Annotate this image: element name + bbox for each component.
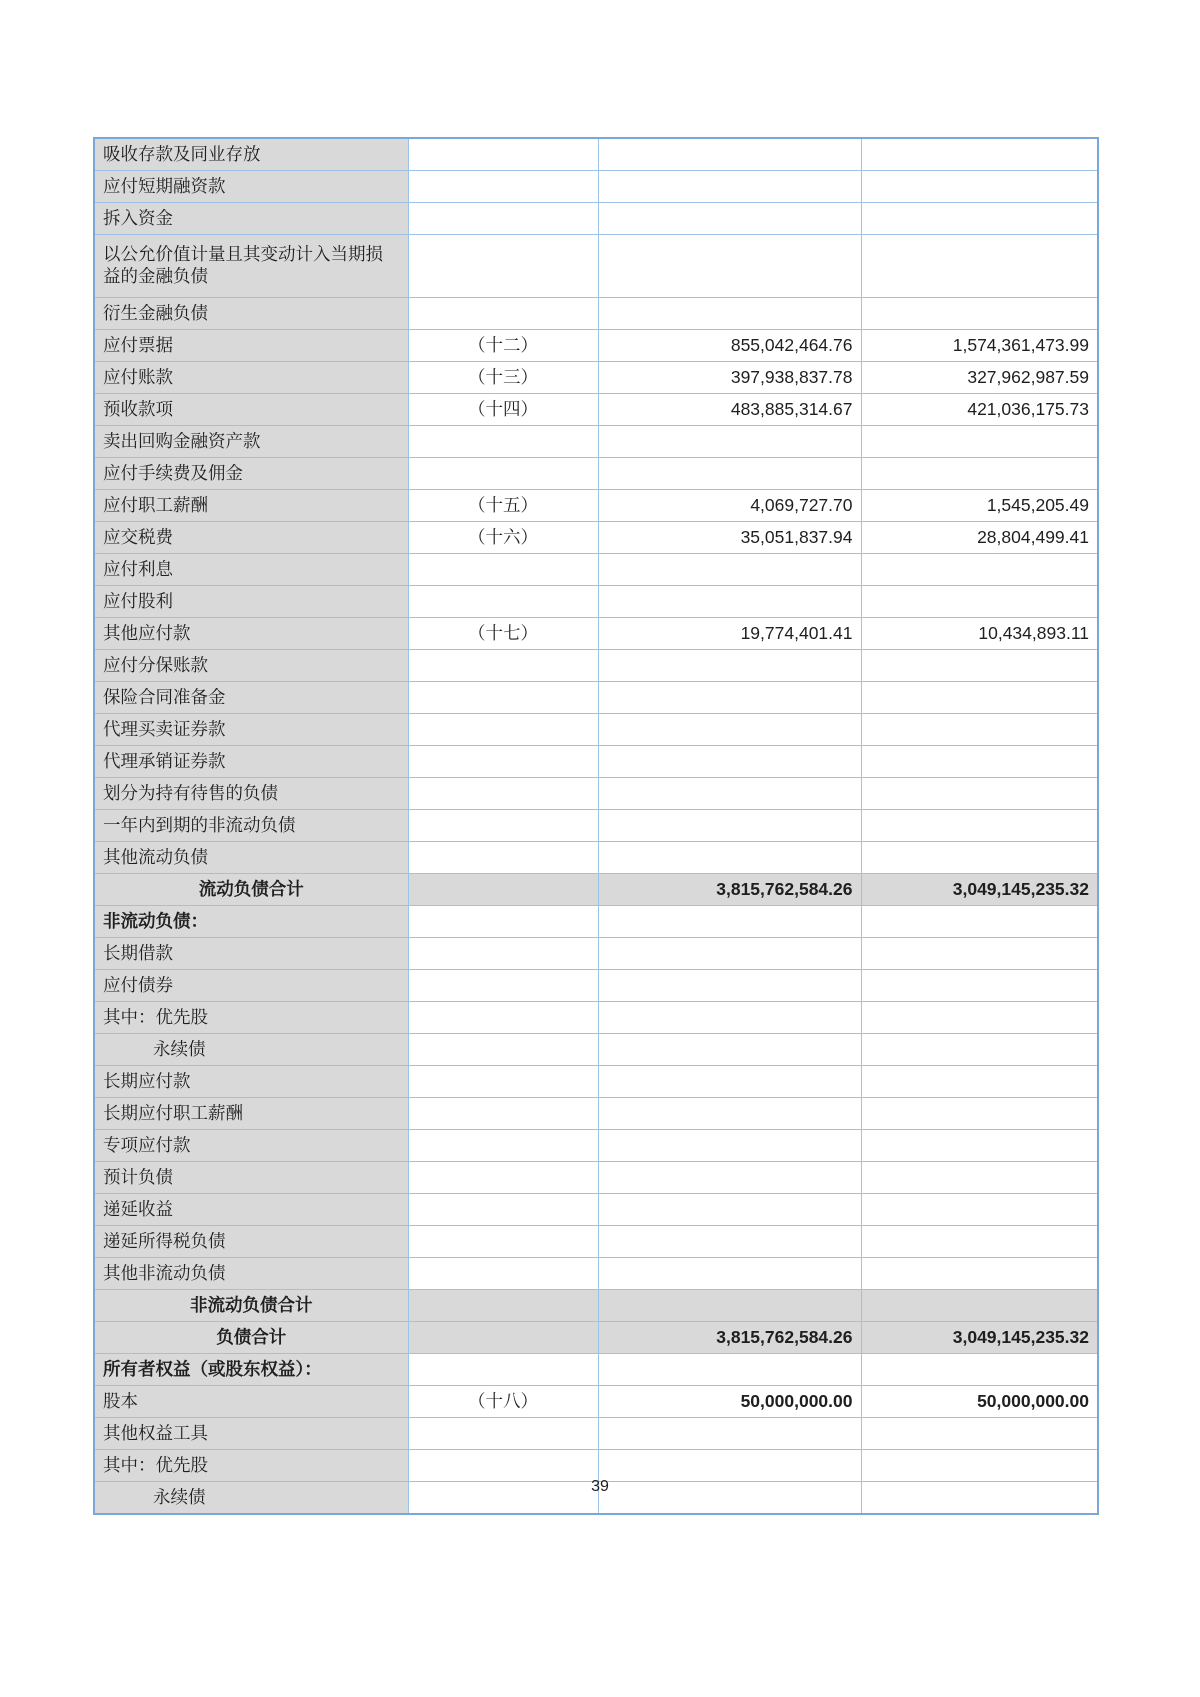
table-row — [94, 1322, 1098, 1354]
note-reference-cell — [408, 906, 598, 938]
table-row — [94, 362, 1098, 394]
table-row — [94, 171, 1098, 203]
item-label-cell: 拆入资金 — [94, 203, 408, 235]
table-row — [94, 842, 1098, 874]
item-label-cell: 长期应付职工薪酬 — [94, 1098, 408, 1130]
page-number: 39 — [591, 1478, 609, 1495]
prior-period-amount-cell — [861, 171, 1098, 203]
prior-period-amount-cell: 1,574,361,473.99 — [861, 330, 1098, 362]
note-reference-cell: （十五） — [408, 490, 598, 522]
item-label-cell: 长期借款 — [94, 938, 408, 970]
item-label-cell: 其他权益工具 — [94, 1418, 408, 1450]
table-row — [94, 1034, 1098, 1066]
prior-period-amount-cell — [861, 235, 1098, 298]
note-reference-cell — [408, 746, 598, 778]
current-period-amount-cell: 35,051,837.94 — [598, 522, 861, 554]
item-label-cell: 应付短期融资款 — [94, 171, 408, 203]
note-reference-cell — [408, 1290, 598, 1322]
item-label-cell: 吸收存款及同业存放 — [94, 138, 408, 171]
current-period-amount-cell — [598, 203, 861, 235]
prior-period-amount-cell: 10,434,893.11 — [861, 618, 1098, 650]
current-period-amount-cell — [598, 1258, 861, 1290]
note-reference-cell — [408, 426, 598, 458]
note-reference-cell — [408, 1418, 598, 1450]
item-label-cell: 应交税费 — [94, 522, 408, 554]
prior-period-amount-cell — [861, 1066, 1098, 1098]
prior-period-amount-cell: 421,036,175.73 — [861, 394, 1098, 426]
prior-period-amount-cell — [861, 970, 1098, 1002]
table-row — [94, 714, 1098, 746]
current-period-amount-cell — [598, 426, 861, 458]
item-label-cell: 应付利息 — [94, 554, 408, 586]
item-label-cell: 专项应付款 — [94, 1130, 408, 1162]
item-label-cell: 其他应付款 — [94, 618, 408, 650]
note-reference-cell: （十六） — [408, 522, 598, 554]
balance-sheet-table-body — [94, 138, 1098, 1514]
prior-period-amount-cell — [861, 1226, 1098, 1258]
note-reference-cell — [408, 1162, 598, 1194]
prior-period-amount-cell — [861, 138, 1098, 171]
prior-period-amount-cell — [861, 1034, 1098, 1066]
prior-period-amount-cell — [861, 842, 1098, 874]
item-label-cell: 其他流动负债 — [94, 842, 408, 874]
table-row — [94, 1226, 1098, 1258]
note-reference-cell — [408, 938, 598, 970]
item-label-cell: 以公允价值计量且其变动计入当期损益的金融负债 — [94, 235, 408, 298]
current-period-amount-cell: 855,042,464.76 — [598, 330, 861, 362]
item-label-cell: 永续债 — [94, 1482, 408, 1515]
item-label-cell: 应付债券 — [94, 970, 408, 1002]
table-row — [94, 203, 1098, 235]
note-reference-cell — [408, 714, 598, 746]
prior-period-amount-cell — [861, 1130, 1098, 1162]
item-label-cell: 负债合计 — [94, 1322, 408, 1354]
table-row — [94, 938, 1098, 970]
table-row — [94, 1002, 1098, 1034]
note-reference-cell — [408, 554, 598, 586]
prior-period-amount-cell — [861, 203, 1098, 235]
item-label-cell: 所有者权益（或股东权益）： — [94, 1354, 408, 1386]
prior-period-amount-cell: 50,000,000.00 — [861, 1386, 1098, 1418]
table-row — [94, 1098, 1098, 1130]
prior-period-amount-cell — [861, 650, 1098, 682]
prior-period-amount-cell — [861, 458, 1098, 490]
note-reference-cell — [408, 1258, 598, 1290]
item-label-cell: 应付手续费及佣金 — [94, 458, 408, 490]
table-row — [94, 1066, 1098, 1098]
current-period-amount-cell — [598, 778, 861, 810]
note-reference-cell — [408, 1130, 598, 1162]
current-period-amount-cell — [598, 970, 861, 1002]
table-row — [94, 298, 1098, 330]
item-label-cell: 代理买卖证券款 — [94, 714, 408, 746]
table-row — [94, 554, 1098, 586]
note-reference-cell — [408, 1354, 598, 1386]
prior-period-amount-cell: 3,049,145,235.32 — [861, 874, 1098, 906]
current-period-amount-cell — [598, 586, 861, 618]
table-row — [94, 874, 1098, 906]
current-period-amount-cell — [598, 554, 861, 586]
item-label-cell: 应付股利 — [94, 586, 408, 618]
item-label-cell: 一年内到期的非流动负债 — [94, 810, 408, 842]
item-label-cell: 保险合同准备金 — [94, 682, 408, 714]
prior-period-amount-cell — [861, 682, 1098, 714]
table-row — [94, 618, 1098, 650]
prior-period-amount-cell: 327,962,987.59 — [861, 362, 1098, 394]
current-period-amount-cell: 19,774,401.41 — [598, 618, 861, 650]
table-row — [94, 810, 1098, 842]
prior-period-amount-cell: 3,049,145,235.32 — [861, 1322, 1098, 1354]
table-row — [94, 394, 1098, 426]
table-row — [94, 906, 1098, 938]
item-label-cell: 永续债 — [94, 1034, 408, 1066]
table-row — [94, 1418, 1098, 1450]
table-row — [94, 458, 1098, 490]
item-label-cell: 长期应付款 — [94, 1066, 408, 1098]
note-reference-cell — [408, 1450, 598, 1482]
table-row — [94, 1258, 1098, 1290]
item-label-cell: 预计负债 — [94, 1162, 408, 1194]
table-row — [94, 490, 1098, 522]
table-row — [94, 650, 1098, 682]
current-period-amount-cell: 483,885,314.67 — [598, 394, 861, 426]
item-label-cell: 其中：优先股 — [94, 1002, 408, 1034]
prior-period-amount-cell — [861, 906, 1098, 938]
note-reference-cell — [408, 138, 598, 171]
current-period-amount-cell — [598, 714, 861, 746]
item-label-cell: 递延所得税负债 — [94, 1226, 408, 1258]
current-period-amount-cell — [598, 1002, 861, 1034]
item-label-cell: 预收款项 — [94, 394, 408, 426]
table-row — [94, 682, 1098, 714]
table-row — [94, 522, 1098, 554]
note-reference-cell — [408, 682, 598, 714]
current-period-amount-cell — [598, 1162, 861, 1194]
note-reference-cell — [408, 1034, 598, 1066]
note-reference-cell — [408, 458, 598, 490]
current-period-amount-cell — [598, 1418, 861, 1450]
note-reference-cell — [408, 778, 598, 810]
prior-period-amount-cell — [861, 554, 1098, 586]
table-row — [94, 1354, 1098, 1386]
item-label-cell: 衍生金融负债 — [94, 298, 408, 330]
note-reference-cell — [408, 810, 598, 842]
note-reference-cell — [408, 1002, 598, 1034]
current-period-amount-cell — [598, 235, 861, 298]
prior-period-amount-cell — [861, 778, 1098, 810]
prior-period-amount-cell — [861, 714, 1098, 746]
note-reference-cell — [408, 203, 598, 235]
item-label-cell: 股本 — [94, 1386, 408, 1418]
prior-period-amount-cell — [861, 1162, 1098, 1194]
item-label-cell: 应付分保账款 — [94, 650, 408, 682]
table-row — [94, 1162, 1098, 1194]
item-label-cell: 卖出回购金融资产款 — [94, 426, 408, 458]
current-period-amount-cell — [598, 1130, 861, 1162]
table-row — [94, 138, 1098, 171]
current-period-amount-cell — [598, 842, 861, 874]
note-reference-cell — [408, 298, 598, 330]
current-period-amount-cell: 397,938,837.78 — [598, 362, 861, 394]
note-reference-cell: （十四） — [408, 394, 598, 426]
table-row — [94, 586, 1098, 618]
note-reference-cell — [408, 1066, 598, 1098]
table-row — [94, 1194, 1098, 1226]
prior-period-amount-cell — [861, 1354, 1098, 1386]
table-row — [94, 330, 1098, 362]
prior-period-amount-cell — [861, 1450, 1098, 1482]
note-reference-cell — [408, 1322, 598, 1354]
current-period-amount-cell: 3,815,762,584.26 — [598, 1322, 861, 1354]
current-period-amount-cell — [598, 1194, 861, 1226]
prior-period-amount-cell — [861, 1290, 1098, 1322]
current-period-amount-cell — [598, 746, 861, 778]
item-label-cell: 非流动负债： — [94, 906, 408, 938]
item-label-cell: 应付账款 — [94, 362, 408, 394]
note-reference-cell — [408, 1226, 598, 1258]
item-label-cell: 代理承销证券款 — [94, 746, 408, 778]
prior-period-amount-cell: 28,804,499.41 — [861, 522, 1098, 554]
prior-period-amount-cell: 1,545,205.49 — [861, 490, 1098, 522]
note-reference-cell — [408, 842, 598, 874]
table-row — [94, 1290, 1098, 1322]
table-row — [94, 1130, 1098, 1162]
current-period-amount-cell — [598, 1034, 861, 1066]
note-reference-cell: （十二） — [408, 330, 598, 362]
note-reference-cell — [408, 970, 598, 1002]
table-row — [94, 970, 1098, 1002]
current-period-amount-cell: 50,000,000.00 — [598, 1386, 861, 1418]
table-row — [94, 426, 1098, 458]
current-period-amount-cell — [598, 1354, 861, 1386]
prior-period-amount-cell — [861, 1098, 1098, 1130]
balance-sheet-table — [93, 137, 1099, 1515]
table-row — [94, 1450, 1098, 1482]
note-reference-cell — [408, 171, 598, 203]
note-reference-cell: （十七） — [408, 618, 598, 650]
current-period-amount-cell — [598, 171, 861, 203]
item-label-cell: 应付职工薪酬 — [94, 490, 408, 522]
current-period-amount-cell — [598, 810, 861, 842]
table-row — [94, 235, 1098, 298]
prior-period-amount-cell — [861, 938, 1098, 970]
item-label-cell: 其他非流动负债 — [94, 1258, 408, 1290]
item-label-cell: 递延收益 — [94, 1194, 408, 1226]
item-label-cell: 流动负债合计 — [94, 874, 408, 906]
note-reference-cell: （十八） — [408, 1386, 598, 1418]
note-reference-cell — [408, 874, 598, 906]
current-period-amount-cell — [598, 298, 861, 330]
note-reference-cell — [408, 1098, 598, 1130]
prior-period-amount-cell — [861, 746, 1098, 778]
table-row — [94, 1386, 1098, 1418]
note-reference-cell — [408, 1194, 598, 1226]
prior-period-amount-cell — [861, 298, 1098, 330]
current-period-amount-cell — [598, 1450, 861, 1482]
table-row — [94, 778, 1098, 810]
note-reference-cell — [408, 650, 598, 682]
current-period-amount-cell: 4,069,727.70 — [598, 490, 861, 522]
prior-period-amount-cell — [861, 1002, 1098, 1034]
note-reference-cell — [408, 235, 598, 298]
prior-period-amount-cell — [861, 1258, 1098, 1290]
item-label-cell: 应付票据 — [94, 330, 408, 362]
item-label-cell: 其中：优先股 — [94, 1450, 408, 1482]
current-period-amount-cell — [598, 1226, 861, 1258]
current-period-amount-cell — [598, 138, 861, 171]
prior-period-amount-cell — [861, 1418, 1098, 1450]
current-period-amount-cell — [598, 906, 861, 938]
note-reference-cell — [408, 586, 598, 618]
prior-period-amount-cell — [861, 810, 1098, 842]
current-period-amount-cell — [598, 938, 861, 970]
current-period-amount-cell — [598, 650, 861, 682]
prior-period-amount-cell — [861, 426, 1098, 458]
prior-period-amount-cell — [861, 1194, 1098, 1226]
current-period-amount-cell — [598, 458, 861, 490]
current-period-amount-cell — [598, 1290, 861, 1322]
prior-period-amount-cell — [861, 586, 1098, 618]
note-reference-cell: （十三） — [408, 362, 598, 394]
item-label-cell: 非流动负债合计 — [94, 1290, 408, 1322]
current-period-amount-cell — [598, 682, 861, 714]
table-row — [94, 746, 1098, 778]
current-period-amount-cell — [598, 1066, 861, 1098]
item-label-cell: 划分为持有待售的负债 — [94, 778, 408, 810]
current-period-amount-cell — [598, 1098, 861, 1130]
current-period-amount-cell: 3,815,762,584.26 — [598, 874, 861, 906]
